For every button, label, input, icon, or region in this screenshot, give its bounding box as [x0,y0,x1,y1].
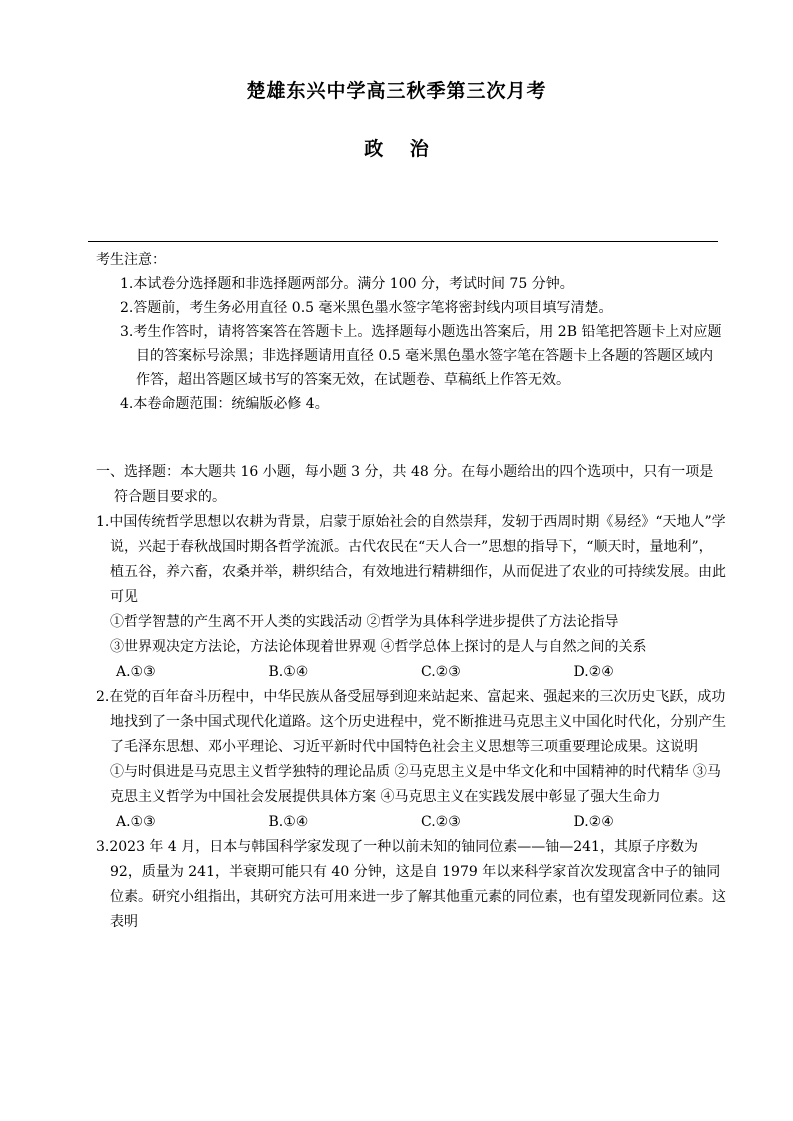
choice-b: B.①④ [268,664,309,680]
choice-c: C.②③ [421,814,461,830]
notice-item: 4.本卷命题范围：统编版必修 4。 [120,396,329,412]
choice-section [96,460,726,935]
choice-a: A.①③ [116,814,156,830]
choice-a: A.①③ [116,664,156,680]
question-stem: 2.在党的百年奋斗历程中，中华民族从备受屈辱到迎来站起来、富起来、强起来的三次历史飞跃，成功地找到了一条中国式现代化道路。这个历史进程中，党不断推进马克思主义中国化时代化，分别产生了毛泽东思想、邓小平理论、习近平新时代中国特色社会主义思想等三项重要理论成果。这说明 [96,689,726,755]
exam-title: 楚雄东兴中学高三秋季第三次月考 [246,80,547,102]
subject-title: 政 治 [364,138,429,160]
answer-choices [96,660,726,685]
choice-b: B.①④ [268,814,309,830]
notice-block [96,248,726,416]
question-options: ③世界观决定方法论，方法论体现着世界观 ④哲学总体上探讨的是人与自然之间的关系 [110,639,647,655]
choice-c: C.②③ [421,664,461,680]
header-divider [88,241,718,242]
question-options: ①哲学智慧的产生离不开人类的实践活动 ②哲学为具体科学进步提供了方法论指导 [110,614,619,630]
choice-d: D.②④ [573,664,614,680]
question-stem: 3.2023 年 4 月，日本与韩国科学家发现了一种以前未知的铀同位素——铀—241，其原子序数为 92，质量为 241，半衰期可能只有 40 分钟，这是自 1979 年以来科学家首次发现富含中子的铀同位素。研究小组指出，其研究方法可用来进一步了解其他重元素的同位素，也有望发现新同位素。这表明 [96,839,726,930]
notice-item: 2.答题前，考生务必用直径 0.5 毫米黑色墨水签字笔将密封线内项目填写清楚。 [120,300,613,316]
notice-item: 1.本试卷分选择题和非选择题两部分。满分 100 分，考试时间 75 分钟。 [120,276,574,292]
question-options: ①与时俱进是马克思主义哲学独特的理论品质 ②马克思主义是中华文化和中国精神的时代精华 ③马克思主义哲学为中国社会发展提供具体方案 ④马克思主义在实践发展中彰显了强大生命力 [110,764,721,805]
notice-item: 3.考生作答时，请将答案答在答题卡上。选择题每小题选出答案后，用 2B 铅笔把答题卡上对应题目的答案标号涂黑；非选择题请用直径 0.5 毫米黑色墨水签字笔在答题卡上各题的答题区域内作答，超出答题区域书写的答案无效，在试题卷、草稿纸上作答无效。 [120,324,722,388]
question-stem: 1.中国传统哲学思想以农耕为背景，启蒙于原始社会的自然崇拜，发轫于西周时期《易经》“天地人”学说，兴起于春秋战国时期各哲学流派。古代农民在“天人合一”思想的指导下，“顺天时，量地利”，植五谷，养六畜，农桑并举，耕织结合，有效地进行精耕细作，从而促进了农业的可持续发展。由此可见 [96,514,726,605]
answer-choices [96,810,726,835]
section-heading: 一、选择题：本大题共 16 小题，每小题 3 分，共 48 分。在每小题给出的四个选项中，只有一项是符合题目要求的。 [96,464,714,505]
notice-heading: 考生注意： [96,252,166,268]
choice-d: D.②④ [573,814,614,830]
